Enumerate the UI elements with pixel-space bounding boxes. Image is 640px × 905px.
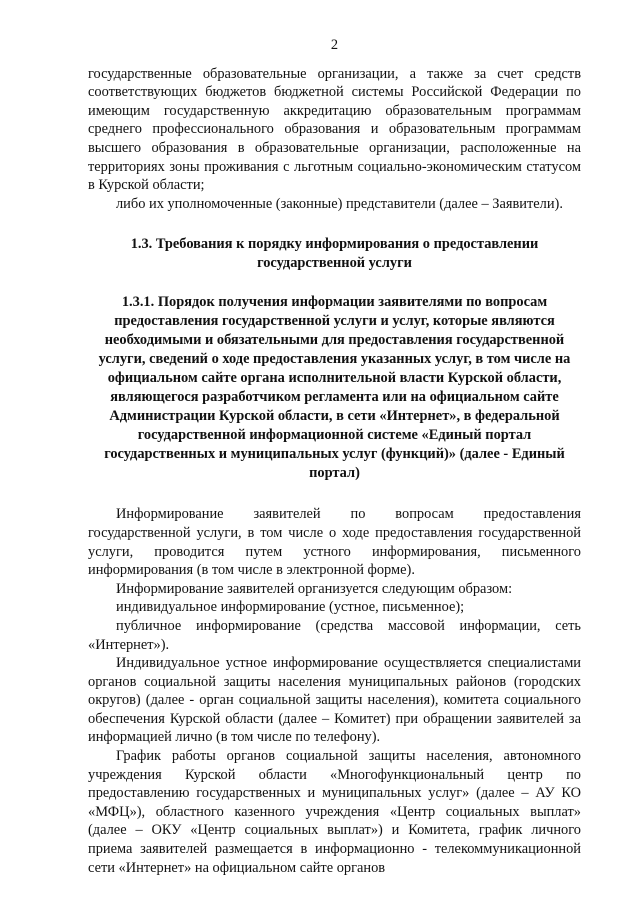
paragraph-body-1: Информирование заявителей по вопросам предоставления государственной услуги, в том числе о ходе предоставления государственной услуги, проводится путем устного информирования, письменного информирования (в том числе в электронной форме). [88, 506, 581, 579]
document-page [88, 36, 581, 877]
paragraph-body-4: публичное информирование (средства массовой информации, сеть «Интернет»). [88, 617, 581, 653]
paragraph-body-5: Индивидуальное устное информирование осуществляется специалистами органов социальной защиты населения муниципальных районов (городских округов) (далее - орган социальной защиты населения), комитета социального обеспечения Курской области (далее – Комитет) при обращении заявителей за информацией лично (в том числе по телефону). [88, 655, 581, 746]
subsection-heading: 1.3.1. Порядок получения информации заявителями по вопросам предоставления государственной услуги и услуг, которые являются необходимыми и обязательными для предоставления государственной услуги, сведений о ходе предоставления указанных услуг, в том числе на официальном сайте органа исполнительной власти Курской области, являющегося разработчиком регламента или на официальном сайте Администрации Курской области, в сети «Интернет», в федеральной государственной информационной системе «Единый портал государственных и муниципальных услуг (функций)» (далее - Единый портал) [98, 294, 571, 482]
paragraph-body-2: Информирование заявителей организуется следующим образом: [116, 580, 513, 597]
page-number: 2 [330, 37, 339, 53]
spacer [88, 483, 581, 505]
paragraph-top-2: либо их уполномоченные (законные) представители (далее – Заявители). [116, 195, 563, 212]
paragraph-body-6: График работы органов социальной защиты населения, автономного учреждения Курской области «Многофункциональный центр по предоставлению государственных и муниципальных услуг» (далее – АУ КО «МФЦ»), областного казенного учреждения «Центр социальных выплат» (далее – ОКУ «Центр социальных выплат») и Комитета, график личного приема заявителей размещается в информационно - телекоммуникационной сети «Интернет» на официальном сайте органов [88, 748, 581, 876]
paragraph-top-1: государственные образовательные организации, а также за счет средств соответствующих бюджетов бюджетной системы Российской Федерации по имеющим государственную аккредитацию образовательным программам среднего профессионального образования и образовательным программам высшего образования в образовательные организации, расположенные на территориях зоны проживания с льготным социально-экономическим статусом в Курской области; [88, 65, 581, 194]
section-heading: 1.3. Требования к порядку информирования о предоставлении государственной услуги [130, 236, 539, 272]
paragraph-body-3: индивидуальное информирование (устное, письменное); [116, 599, 465, 616]
